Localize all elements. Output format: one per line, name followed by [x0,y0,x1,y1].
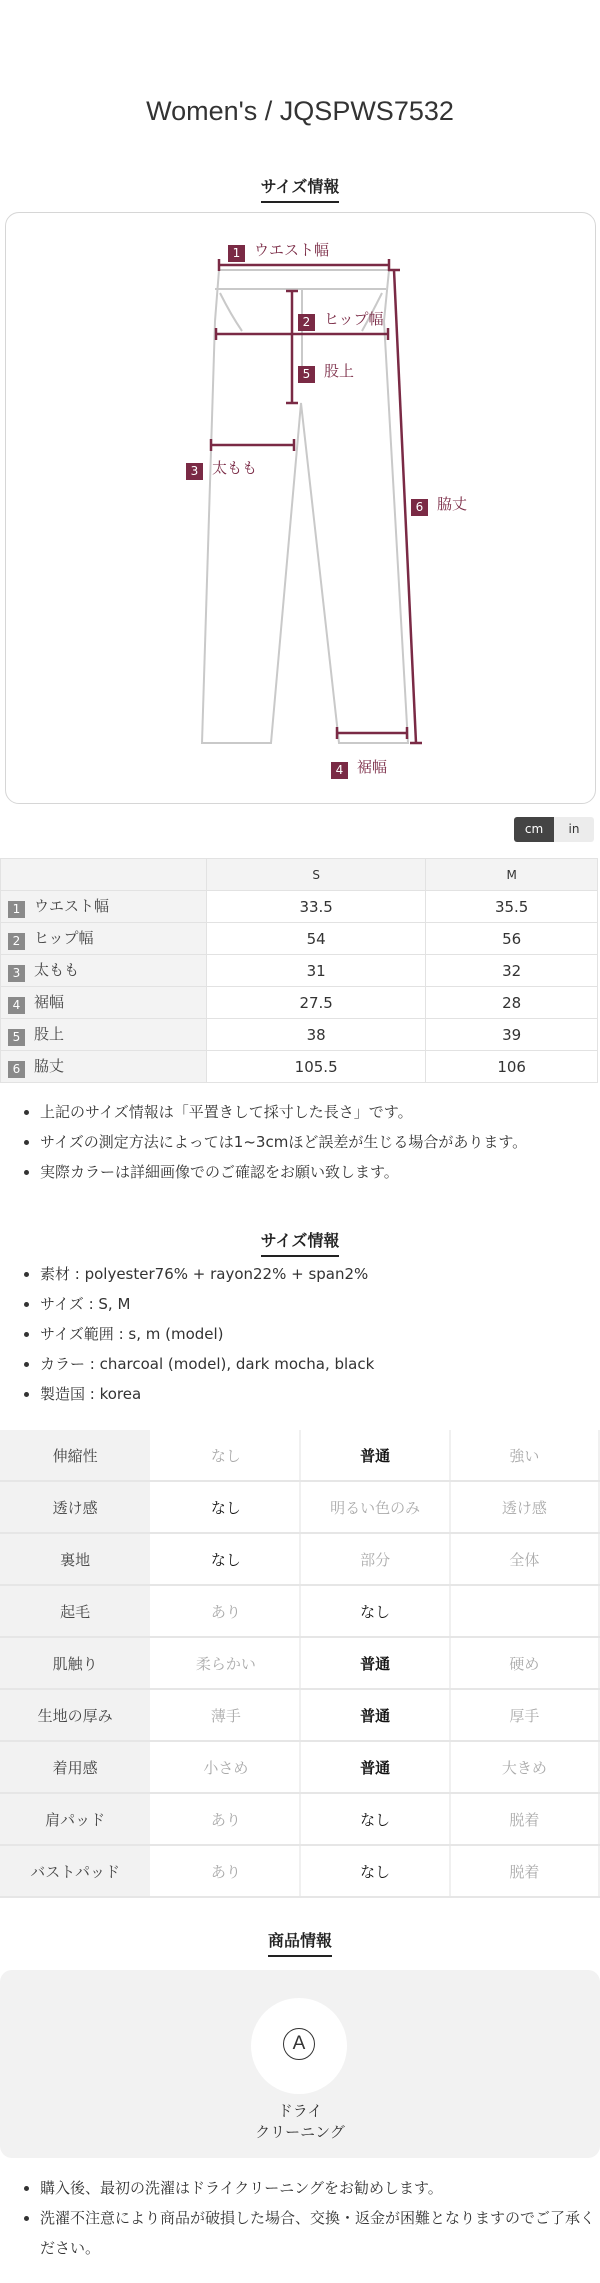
feel-option [450,1585,599,1637]
cell-value: 54 [207,923,426,955]
feel-option: 普通 [300,1689,449,1741]
material-info-heading: サイズ情報 [0,1228,600,1257]
row-label: 3 太もも [1,955,207,987]
size-diagram [5,212,596,804]
page-title: Women's / JQSPWS7532 [146,96,454,126]
feel-option: 脱着 [450,1793,599,1845]
feel-option: 普通 [300,1637,449,1689]
feel-option: あり [151,1845,300,1897]
table-row [0,1585,599,1637]
cell-value: 33.5 [207,891,426,923]
feel-option: なし [300,1585,449,1637]
table-row [0,1481,599,1533]
unit-cm-button[interactable]: cm [514,817,554,842]
unit-in-button[interactable]: in [554,817,594,842]
row-label: 2 ヒップ幅 [1,923,207,955]
size-column-m: M [426,859,598,891]
feel-option: 全体 [450,1533,599,1585]
unit-toggle [514,817,594,842]
feel-option: なし [151,1533,300,1585]
row-label: 4 裾幅 [1,987,207,1019]
list-item: • サイズ : S, M [40,1289,600,1319]
feel-option: あり [151,1793,300,1845]
diagram-label-rise: 5 股上 [298,360,354,383]
diagram-label-thigh: 3 太もも [186,457,257,480]
list-item: • サイズの測定方法によっては1~3cmほど誤差が生じる場合があります。 [40,1127,600,1157]
feel-option: なし [151,1481,300,1533]
cell-value: 106 [426,1051,598,1083]
list-item: • 購入後、最初の洗濯はドライクリーニングをお勧めします。 [40,2173,600,2203]
table-row [0,1689,599,1741]
list-item: • 上記のサイズ情報は「平置きして採寸した長さ」です。 [40,1097,600,1127]
row-label: 5 股上 [1,1019,207,1051]
table-row [1,1019,598,1051]
feel-option: なし [151,1430,300,1481]
feel-option: 小さめ [151,1741,300,1793]
table-row [1,1051,598,1083]
feel-option: 厚手 [450,1689,599,1741]
care-notes [0,2173,600,2263]
diagram-label-waist: 1 ウエスト幅 [228,239,329,262]
feel-option: 硬め [450,1637,599,1689]
cell-value: 28 [426,987,598,1019]
size-info-heading: サイズ情報 [0,174,600,203]
feel-label: 肌触り [0,1637,151,1689]
list-item: • 製造国 : korea [40,1379,600,1409]
feel-option: 明るい色のみ [300,1481,449,1533]
row-label: 6 脇丈 [1,1051,207,1083]
list-item: • 実際カラーは詳細画像でのご確認をお願い致します。 [40,1157,600,1187]
feel-option: なし [300,1793,449,1845]
table-row [0,1845,599,1897]
cell-value: 105.5 [207,1051,426,1083]
feel-option: 薄手 [151,1689,300,1741]
size-table-header [1,859,598,891]
cell-value: 32 [426,955,598,987]
cell-value: 35.5 [426,891,598,923]
feel-label: バストパッド [0,1845,151,1897]
feel-label: 透け感 [0,1481,151,1533]
row-label: 1 ウエスト幅 [1,891,207,923]
table-row [0,1741,599,1793]
table-row [1,891,598,923]
cell-value: 31 [207,955,426,987]
dry-clean-icon: A [283,2028,315,2060]
feel-option: 柔らかい [151,1637,300,1689]
pants-illustration [6,213,595,803]
pants-outline [202,270,408,743]
feel-option: 普通 [300,1430,449,1481]
size-notes [0,1097,600,1187]
list-item: • 洗濯不注意により商品が破損した場合、交換・返金が困難となりますのでご了承ください。 [40,2203,600,2263]
table-row [1,955,598,987]
feel-option: なし [300,1845,449,1897]
size-column-s: S [207,859,426,891]
feel-option: あり [151,1585,300,1637]
table-row [1,987,598,1019]
cell-value: 27.5 [207,987,426,1019]
table-row [0,1793,599,1845]
cell-value: 38 [207,1019,426,1051]
table-row [1,923,598,955]
diagram-label-hip: 2 ヒップ幅 [298,308,384,331]
feel-option: 強い [450,1430,599,1481]
feel-label: 裏地 [0,1533,151,1585]
size-table-corner [1,859,207,891]
feel-label: 伸縮性 [0,1430,151,1481]
feel-option: 部分 [300,1533,449,1585]
feel-option: 脱着 [450,1845,599,1897]
feel-option: 透け感 [450,1481,599,1533]
feel-label: 肩パッド [0,1793,151,1845]
size-table [0,858,598,1083]
pocket-left [220,293,242,331]
care-label-line2: クリーニング [255,2123,345,2141]
feel-option: 大きめ [450,1741,599,1793]
cell-value: 39 [426,1019,598,1051]
list-item: • サイズ範囲 : s, m (model) [40,1319,600,1349]
list-item: • 素材 : polyester76% + rayon22% + span2% [40,1259,600,1289]
table-row [0,1430,599,1481]
care-label-line1: ドライ [277,2102,323,2120]
material-list [0,1259,600,1409]
table-row [0,1637,599,1689]
feel-label: 生地の厚み [0,1689,151,1741]
feel-option: 普通 [300,1741,449,1793]
table-row [0,1533,599,1585]
diagram-label-hem: 4 裾幅 [331,756,387,779]
feel-label: 着用感 [0,1741,151,1793]
fabric-feel-table [0,1430,600,1898]
feel-label: 起毛 [0,1585,151,1637]
diagram-label-outseam: 6 脇丈 [411,493,467,516]
product-info-heading: 商品情報 [0,1928,600,1957]
cell-value: 56 [426,923,598,955]
list-item: • カラー : charcoal (model), dark mocha, black [40,1349,600,1379]
